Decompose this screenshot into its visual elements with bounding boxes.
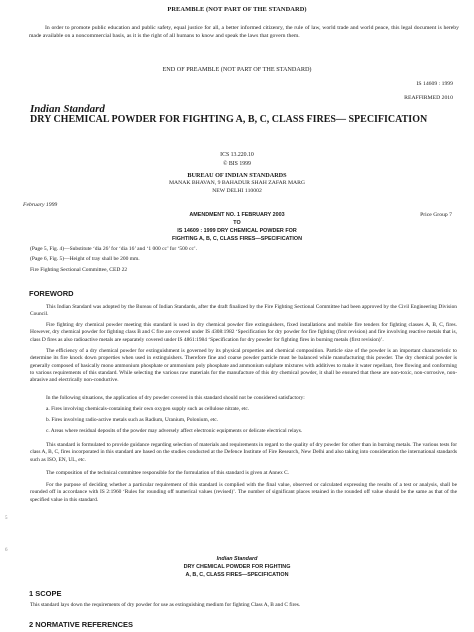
address-line-1: MANAK BHAVAN, 9 BAHADUR SHAH ZAFAR MARG bbox=[168, 180, 306, 186]
preamble-end: END OF PREAMBLE (NOT PART OF THE STANDARD) bbox=[162, 66, 312, 73]
list-item-b: b. Fires involving radio-active metals such as Radium, Uranium, Polonium, etc. bbox=[46, 417, 219, 423]
list-item-c: c. Areas where residual deposits of the powder may adversely affect electronic equipments or delicate electrical relays. bbox=[46, 428, 303, 434]
foreword-para-5: This standard is formulated to provide guidance regarding selection of materials and requirements in regard to the quality of dry powder for other than in burning metals. The various tests for class A, B, C, fires incorporated in this standard are based on the studies conducted at the Defence Institute of Fire Research, New Delhi and also taking into consideration the international standards such as ISO, EN, UL, etc. bbox=[30, 442, 457, 463]
ics-code: ICS 13.220.10 bbox=[220, 152, 254, 158]
address-line-2: NEW DELHI 110002 bbox=[212, 188, 262, 194]
foreword-para-2: Fire fighting dry chemical powder meeting this standard is used in dry chemical powder fire extinguishers, fixed installations and mobile fire tenders for fighting classes A, B, C, fires. However, dry chemical powder for fighting class B and C fire are covered under IS 4308:1982 ‘Specification for dry powder for fire fighting (first revision) and fire involving reactive metals that is, class D fires as also radioactive metals are separately covered under IS 4861:1984 ‘Specification for dry powder for fighting fires in burning metals (first revision)’. bbox=[30, 322, 457, 343]
preamble-body: In order to promote public education and public safety, equal justice for all, a better informed citizenry, the rule of law, world trade and world peace, this legal document is hereby made available on a noncommercial basis, as it is the right of all humans to know and speak the laws that govern them. bbox=[29, 25, 459, 39]
publication-date: February 1999 bbox=[23, 202, 58, 208]
second-indian-standard: Indian Standard bbox=[216, 556, 258, 562]
is-number: IS 14609 : 1999 bbox=[416, 81, 453, 87]
second-title-block bbox=[0, 555, 474, 579]
scope-heading: 1 SCOPE bbox=[29, 589, 62, 598]
amendment-block bbox=[0, 211, 474, 243]
foreword-heading: FOREWORD bbox=[29, 289, 74, 298]
foreword-para-6: The composition of the technical committee responsible for the formulation of this standard is given at Annex C. bbox=[46, 470, 290, 476]
second-title-line-2: A, B, C, CLASS FIRES—SPECIFICATION bbox=[185, 572, 289, 578]
amendment-title: AMENDMENT NO. 1 FEBRUARY 2003 bbox=[189, 212, 285, 218]
margin-mark-5: 5 bbox=[5, 516, 8, 521]
amendment-to: TO bbox=[233, 220, 241, 226]
reaffirmed: REAFFIRMED 2010 bbox=[404, 95, 453, 101]
amendment-change-2: (Page 6, Fig. 5)—Height of tray shall be 200 mm. bbox=[30, 256, 140, 262]
foreword-para-7: For the purpose of deciding whether a particular requirement of this standard is complied with the final value, observed or calculated expressing the results of a test or analysis, shall be rounded off in accordance with IS 2:1960 ‘Rules for rounding off numerical values (revised)’. The number of significant places retained in the rounded off value should be the same as that of the specified value in this standard. bbox=[30, 482, 457, 503]
bureau-name: BUREAU OF INDIAN STANDARDS bbox=[187, 172, 287, 179]
scope-text: This standard lays down the requirements of dry powder for use as extinguishing medium for fighting Class A, B and C fires. bbox=[30, 602, 301, 608]
amendment-subject: FIGHTING A, B, C, CLASS FIRES—SPECIFICATION bbox=[172, 236, 302, 242]
preamble-title: PREAMBLE (NOT PART OF THE STANDARD) bbox=[167, 6, 307, 13]
second-title-line-1: DRY CHEMICAL POWDER FOR FIGHTING bbox=[183, 564, 291, 570]
amendment-change-1: (Page 5, Fig. 4)—Substitute ‘dia 26’ for ‘dia 16’ and ‘1 000 cc’ for ‘500 cc’. bbox=[30, 246, 198, 252]
document-title: DRY CHEMICAL POWDER FOR FIGHTING A, B, C, CLASS FIRES— SPECIFICATION bbox=[30, 114, 428, 125]
copyright: © BIS 1999 bbox=[223, 161, 251, 167]
amendment-is: IS 14609 : 1999 DRY CHEMICAL POWDER FOR bbox=[177, 228, 297, 234]
amendment-committee: Fire Fighting Sectional Committee, CED 22 bbox=[30, 267, 128, 273]
price-group: Price Group 7 bbox=[420, 212, 452, 218]
margin-mark-6: 6 bbox=[5, 548, 8, 553]
foreword-para-3: The efficiency of a dry chemical powder for extinguishment is governed by its physical properties and chemical composition. Particle size of the powder is an important characteristic to determine its fire knock down properties when used in extinguishers. Therefore fine and coarse powder particle must be balanced while manufacturing this powder. The dry chemical powder is generally composed of basically mono ammonium phosphate or ammonium poly phosphate and ammonium sulphate mixtures with additives to make it water repellant, free flowing and conforming to various requirements of this standard. While selecting the various raw materials for the manufacture of this dry chemical powder, it shall be ensured that these are non-toxic, non-corrosive, non-abrasive and electrically non-conductive. bbox=[30, 348, 457, 384]
list-item-a: a. Fires involving chemicals-containing their own oxygen supply such as cellulose nitrate, etc. bbox=[46, 406, 250, 412]
indian-standard-label: Indian Standard bbox=[30, 103, 105, 115]
foreword-para-1: This Indian Standard was adopted by the Bureau of Indian Standards, after the draft finalized by the Fire Fighting Sectional Committee had been approved by the Civil Engineering Division Council. bbox=[30, 304, 457, 318]
normative-references-heading: 2 NORMATIVE REFERENCES bbox=[29, 620, 134, 629]
foreword-para-4: In the following situations, the application of dry powder covered in this standard should not be considered satisfactory: bbox=[46, 395, 305, 401]
